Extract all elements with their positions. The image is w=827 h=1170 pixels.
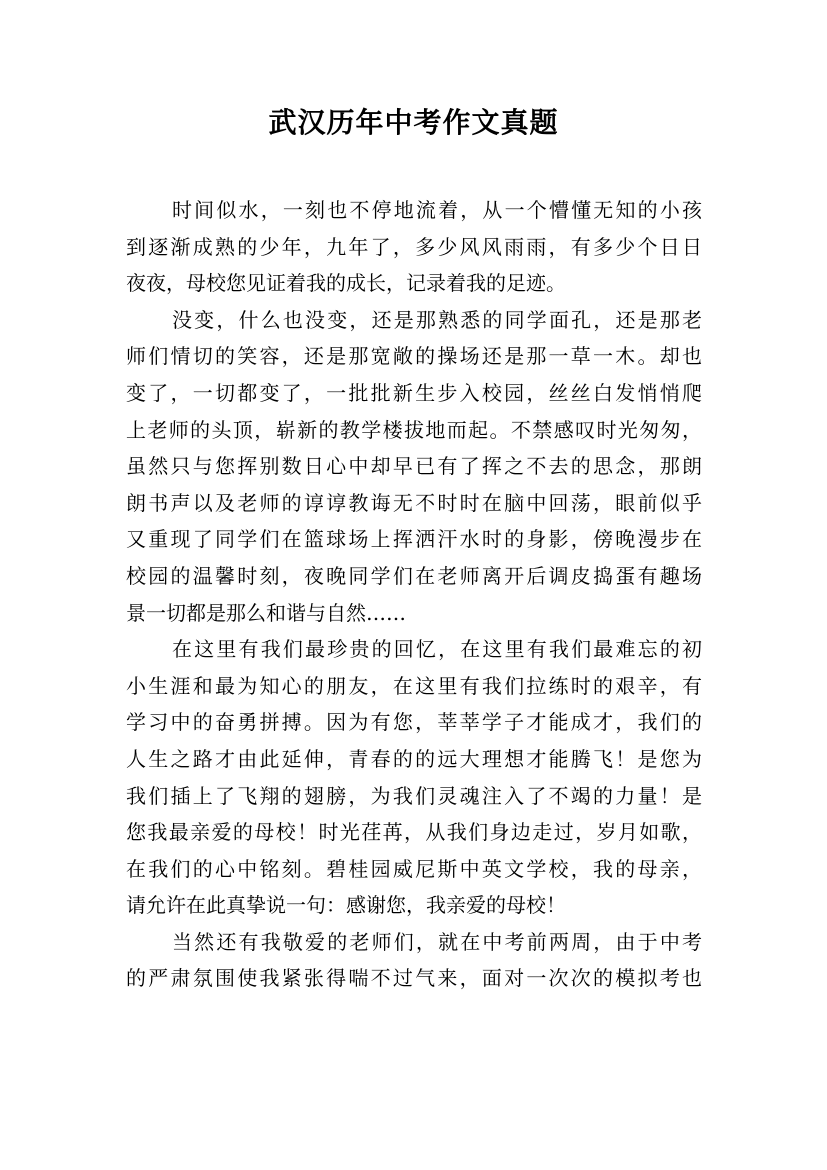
text-line: 在我们的心中铭刻。碧桂园威尼斯中英文学校，我的母亲， [126,856,702,881]
text-line: 虽然只与您挥别数日心中却早已有了挥之不去的思念，那朗 [126,454,702,479]
text-line: 学习中的奋勇拼搏。因为有您，莘莘学子才能成才，我们的 [126,710,702,735]
text-line: 人生之路才由此延伸，青春的的远大理想才能腾飞！是您为 [126,746,702,771]
text-line: 变了，一切都变了，一批批新生步入校园，丝丝白发悄悄爬 [126,380,702,405]
text-line: 师们情切的笑容，还是那宽敞的操场还是那一草一木。却也 [126,344,702,369]
text-line: 我们插上了飞翔的翅膀，为我们灵魂注入了不竭的力量！是 [126,783,702,808]
text-line: 当然还有我敬爱的老师们，就在中考前两周，由于中考 [172,929,702,954]
text-line: 的严肃氛围使我紧张得喘不过气来，面对一次次的模拟考也 [126,966,702,991]
text-line: 您我最亲爱的母校！时光荏苒，从我们身边走过，岁月如歌， [126,820,702,845]
text-line: 到逐渐成熟的少年，九年了，多少风风雨雨，有多少个日日 [126,234,702,259]
text-line: 请允许在此真挚说一句：感谢您，我亲爱的母校！ [126,893,566,918]
document-title: 武汉历年中考作文真题 [268,106,559,139]
text-line: 时间似水，一刻也不停地流着，从一个懵懂无知的小孩 [172,198,702,222]
text-line: 没变，什么也没变，还是那熟悉的同学面孔，还是那老 [172,307,702,332]
text-line: 景一切都是那么和谐与自然…… [126,600,406,625]
text-line: 小生涯和最为知心的朋友，在这里有我们拉练时的艰辛，有 [126,673,702,698]
document-body [126,192,702,997]
text-line: 夜夜，母校您见证着我的成长，记录着我的足迹。 [126,271,566,296]
text-line: 在这里有我们最珍贵的回忆，在这里有我们最难忘的初 [172,637,702,662]
text-line: 朗书声以及老师的谆谆教诲无不时时在脑中回荡，眼前似乎 [126,490,702,515]
text-line: 又重现了同学们在篮球场上挥洒汗水时的身影，傍晚漫步在 [126,527,702,552]
text-line: 校园的温馨时刻，夜晚同学们在老师离开后调皮捣蛋有趣场 [126,563,702,588]
text-line: 上老师的头顶，崭新的教学楼拔地而起。不禁感叹时光匆匆， [126,417,702,442]
